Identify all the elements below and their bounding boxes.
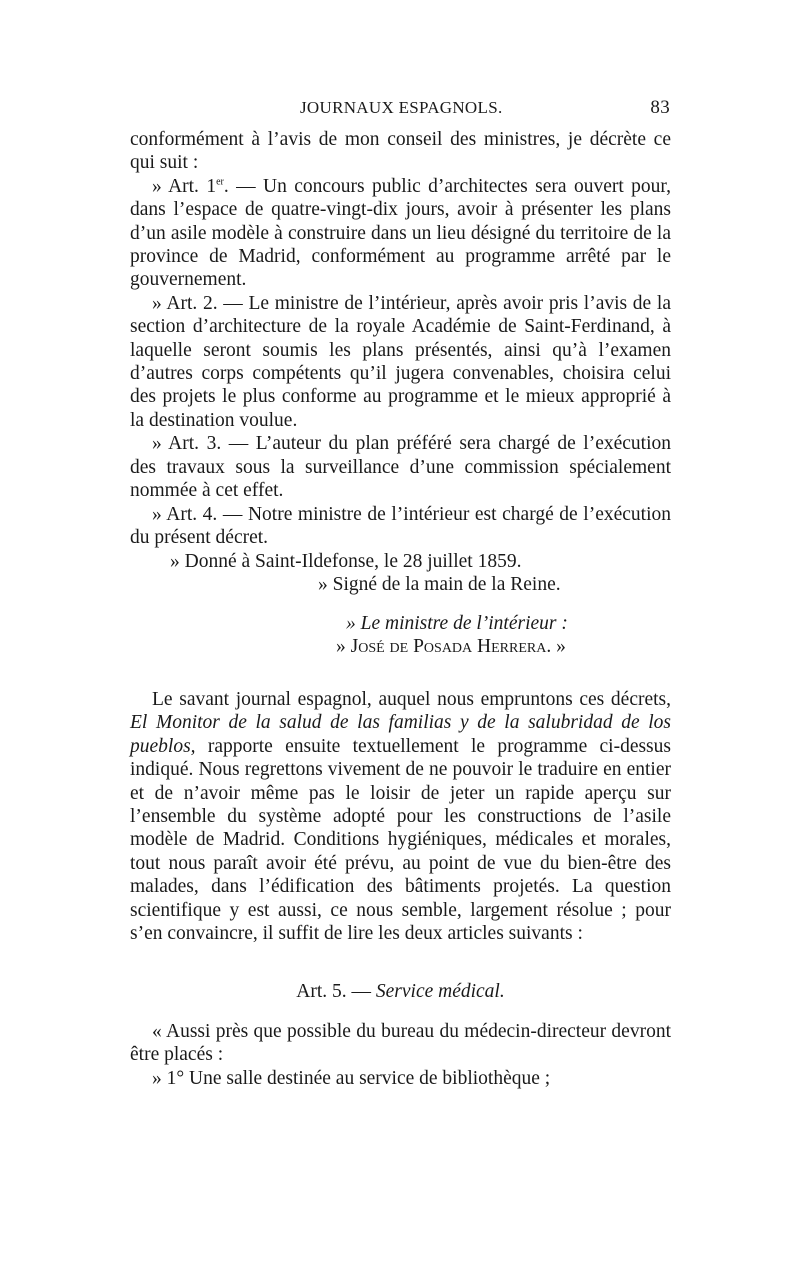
section-title: Service médical. (375, 981, 505, 1002)
commentary-paragraph: Le savant journal espagnol, auquel nous empruntons ces décrets, El Monitor de la salud de las familias y de la salubridad de los pueblos, rapporte ensuite textuellement le programme ci-dessus indiqué. Nous regrettons vivement de ne pouvoir le traduire en entier et de n’avoir même pas le loisir de jeter un rapide aperçu sur l’ensemble du système adopté pour les constructions de l’asile modèle de Madrid. Conditions hygiéniques, médicales et morales, tout nous paraît avoir été prévu, au point de vue du bien-être des malades, dans l’édification des bâtiments projetés. La question scientifique y est aussi, ce nous semble, largement résolue ; pour s’en convaincre, il suffit de lire les deux articles suivants : (130, 689, 671, 945)
article-1-superscript: er (216, 176, 224, 188)
service-intro: « Aussi près que possible du bureau du médecin-directeur devront être placés : (130, 1021, 671, 1066)
service-block (130, 1020, 671, 1090)
commentary-block (130, 688, 671, 945)
decree-article-4: » Art. 4. — Notre ministre de l’intérieur est chargé de l’exécution du présent décret. (130, 503, 671, 548)
minister-block (130, 612, 671, 659)
signature-date: » Donné à Saint-Ildefonse, le 28 juillet 1859. (170, 551, 522, 572)
article-1-prefix: » Art. 1 (152, 175, 217, 197)
service-item-1: » 1° Une salle destinée au service de bibliothèque ; (152, 1067, 551, 1089)
decree-intro: conformément à l’avis de mon conseil des ministres, je décrète ce qui suit : (130, 129, 671, 174)
page-number: 83 (650, 97, 670, 118)
decree-article-1 (130, 175, 671, 292)
minister-title: » Le ministre de l’intérieur : (346, 613, 568, 634)
running-head (130, 96, 670, 120)
section-label: Art. 5. — (296, 981, 376, 1002)
minister-name: » José de Posada Herrera. » (336, 636, 566, 658)
signature-block (130, 550, 671, 597)
journal-title: El Monitor de la salud de las familias y de la salubridad de los pueblos, (130, 712, 671, 757)
decree-article-2: » Art. 2. — Le ministre de l’intérieur, après avoir pris l’avis de la section d’architecture de la royale Académie de Saint-Ferdinand, à laquelle seront soumis les plans présentés, ainsi qu’à l’examen d’autres corps compétents qu’il jugera convenables, choisira celui des projets le plus conforme au programme et le mieux approprié à la destination voulue. (130, 292, 671, 431)
signature-queen: » Signé de la main de la Reine. (318, 574, 561, 596)
article-1-text: . — Un concours public d’architectes sera ouvert pour, dans l’espace de quatre-vingt-dix jours, avoir à présenter les plans d’un asile modèle à construire dans un lieu désigné du territoire de la province de Madrid, conformément au programme arrêté par le gouvernement. (130, 175, 671, 291)
decree-article-3: » Art. 3. — L’auteur du plan préféré sera chargé de l’exécution des travaux sous la surveillance d’une commission spécialement nommée à cet effet. (130, 433, 671, 502)
decree-block (130, 128, 671, 549)
running-title: JOURNAUX ESPAGNOLS. (300, 98, 503, 117)
section-heading (130, 980, 671, 1003)
